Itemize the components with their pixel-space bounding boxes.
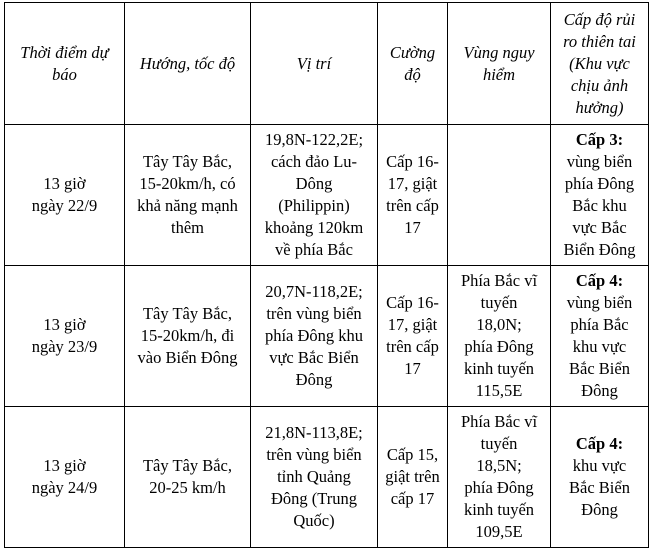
cell-danger-zone xyxy=(448,125,551,266)
table-row xyxy=(5,125,649,266)
cell-intensity xyxy=(378,266,448,407)
header-danger-zone xyxy=(448,3,551,125)
header-forecast-time-label: Thời điểm dự báo xyxy=(20,42,109,84)
header-position xyxy=(251,3,378,125)
cell-time-text: 13 giờ ngày 22/9 xyxy=(31,174,98,215)
header-danger-zone-label: Vùng nguy hiểm xyxy=(463,42,535,84)
cell-risk xyxy=(551,266,649,407)
cell-intensity xyxy=(378,407,448,548)
header-risk-level-label: Cấp độ rủi ro thiên tai (Khu vực chịu ảnh hưởng) xyxy=(563,9,636,117)
cell-danger-zone-text: Phía Bắc vĩ tuyến 18,5N; phía Đông kinh tuyến 109,5E xyxy=(460,412,538,541)
risk-area-text: khu vực Bắc Biển Đông xyxy=(569,456,630,519)
cell-intensity-text: Cấp 15, giật trên cấp 17 xyxy=(385,445,440,508)
header-intensity-label: Cường độ xyxy=(389,42,436,84)
header-intensity xyxy=(378,3,448,125)
cell-position-text: 21,8N-113,8E; trên vùng biển tỉnh Quảng Đông (Trung Quốc) xyxy=(265,423,363,530)
cell-direction xyxy=(125,266,251,407)
cell-danger-zone xyxy=(448,407,551,548)
header-risk-level xyxy=(551,3,649,125)
cell-danger-zone xyxy=(448,266,551,407)
cell-intensity xyxy=(378,125,448,266)
cell-position xyxy=(251,125,378,266)
cell-intensity-text: Cấp 16- 17, giật trên cấp 17 xyxy=(386,152,439,237)
cell-position-text: 19,8N-122,2E; cách đảo Lu- Dông (Philippin) khoảng 120km về phía Bắc xyxy=(264,130,364,259)
cell-direction xyxy=(125,407,251,548)
risk-level-label: Cấp 3: xyxy=(575,130,624,149)
cell-time xyxy=(5,407,125,548)
table-header-row xyxy=(5,3,649,125)
cell-time-text: 13 giờ ngày 23/9 xyxy=(31,315,98,356)
cell-position-text: 20,7N-118,2E; trên vùng biển phía Đông khu vực Bắc Biển Đông xyxy=(264,282,364,389)
cell-direction-text: Tây Tây Bắc, 15-20km/h, có khả năng mạnh thêm xyxy=(137,152,238,237)
header-position-label: Vị trí xyxy=(296,53,332,73)
cell-time-text: 13 giờ ngày 24/9 xyxy=(31,456,98,497)
cell-position xyxy=(251,266,378,407)
cell-direction-text: Tây Tây Bắc, 15-20km/h, đi vào Biển Đông xyxy=(137,304,238,367)
header-direction-speed xyxy=(125,3,251,125)
table-row xyxy=(5,266,649,407)
risk-level-label: Cấp 4: xyxy=(575,271,624,290)
storm-forecast-table xyxy=(4,2,649,548)
header-direction-speed-label: Hướng, tốc độ xyxy=(139,53,236,73)
cell-direction-text: Tây Tây Bắc, 20-25 km/h xyxy=(142,456,233,497)
cell-position xyxy=(251,407,378,548)
header-forecast-time xyxy=(5,3,125,125)
table-row xyxy=(5,407,649,548)
risk-area-text: vùng biển phía Đông Bắc khu vực Bắc Biển Đông xyxy=(563,152,636,259)
cell-time xyxy=(5,125,125,266)
cell-risk xyxy=(551,125,649,266)
risk-level-label: Cấp 4: xyxy=(575,434,624,453)
cell-risk xyxy=(551,407,649,548)
cell-direction xyxy=(125,125,251,266)
cell-danger-zone-text: Phía Bắc vĩ tuyến 18,0N; phía Đông kinh tuyến 115,5E xyxy=(460,271,538,400)
risk-area-text: vùng biển phía Bắc khu vực Bắc Biển Đông xyxy=(566,293,633,400)
cell-time xyxy=(5,266,125,407)
cell-intensity-text: Cấp 16- 17, giật trên cấp 17 xyxy=(386,293,439,378)
